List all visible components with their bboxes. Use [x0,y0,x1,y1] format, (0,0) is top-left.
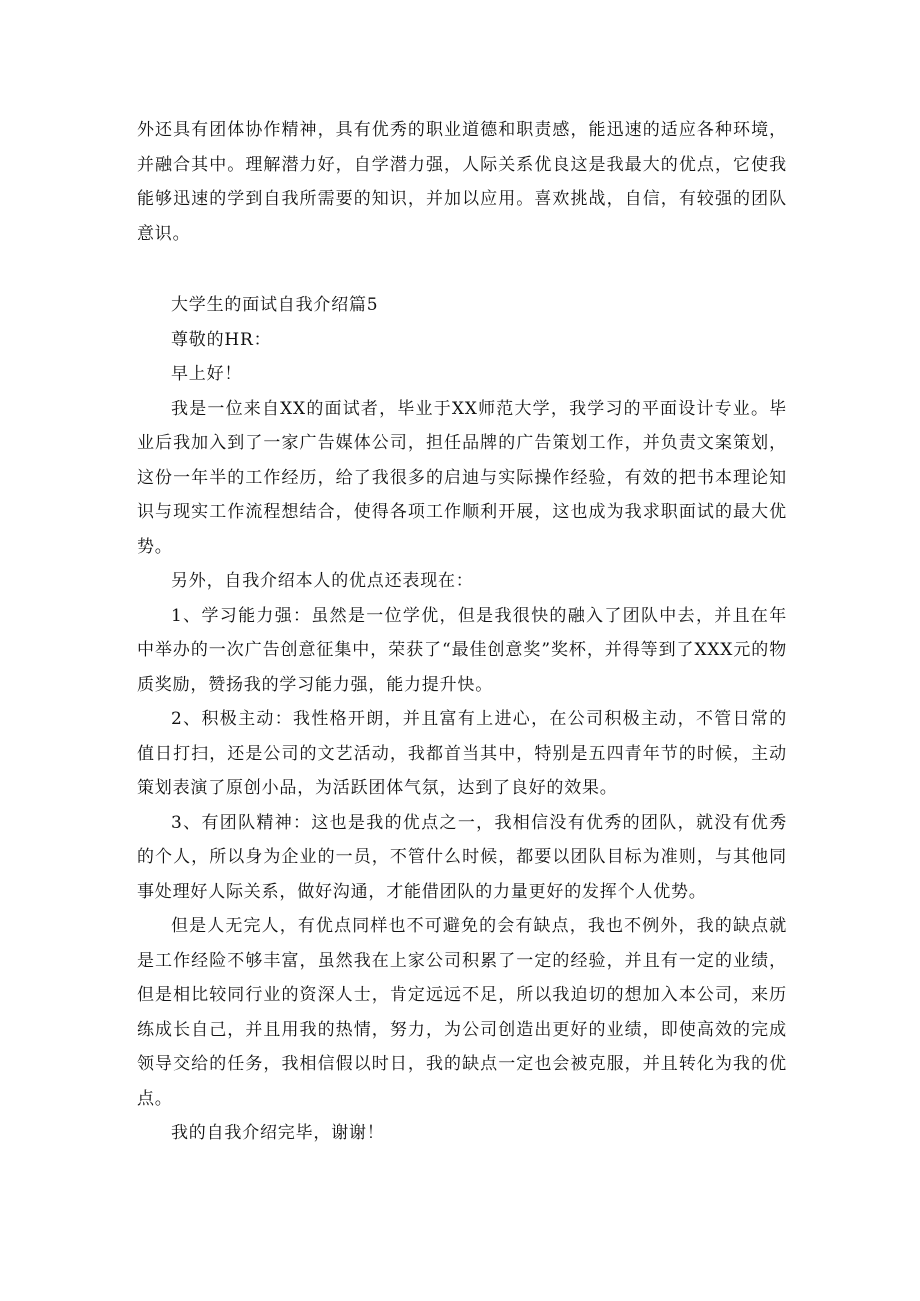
salutation: 尊敬的HR： [171,329,272,350]
section-heading: 大学生的面试自我介绍篇5 [171,295,379,315]
continuation-paragraph: 外还具有团体协作精神，具有优秀的职业道德和职责感，能迅速的适应各种环境，并融合其中。理解潜力好，自学潜力强，人际关系优良这是我最大的优点，它使我能够迅速的学到自我所需要的知识，并加以应用。喜欢挑战，自信，有较强的团队意识。 [137,120,787,244]
document-body [137,113,787,1151]
paragraph-strength-initiative: 2、积极主动：我性格开朗，并且富有上进心，在公司积极主动，不管日常的值日打扫，还是公司的文艺活动，我都首当其中，特别是五四青年节的时候，主动策划表演了原创小品，为活跃团体气氛，达到了良好的效果。 [137,709,787,798]
greeting: 早上好！ [171,364,243,384]
paragraph-weakness: 但是人无完人，有优点同样也不可避免的会有缺点，我也不例外，我的缺点就是工作经险不够丰富，虽然我在上家公司积累了一定的经验，并且有一定的业绩，但是相比较同行业的资深人士，肯定远远不足，所以我迫切的想加入本公司，来历练成长自己，并且用我的热情，努力，为公司创造出更好的业绩，即使高效的完成领导交给的任务，我相信假以时日，我的缺点一定也会被克服，并且转化为我的优点。 [137,916,787,1109]
paragraph-strength-learning: 1、学习能力强：虽然是一位学优，但是我很快的融入了团队中去，并且在年中举办的一次广告创意征集中，荣获了“最佳创意奖”奖杯，并得等到了XXX元的物质奖励，赞扬我的学习能力强，能力提升快。 [137,605,787,695]
paragraph-closing: 我的自我介绍完毕，谢谢！ [171,1123,385,1143]
paragraph-intro: 我是一位来自XX的面试者，毕业于XX师范大学，我学习的平面设计专业。毕业后我加入到了一家广告媒体公司，担任品牌的广告策划工作，并负责文案策划，这份一年半的工作经历，给了我很多的启迪与实际操作经验，有效的把书本理论知识与现实工作流程想结合，使得各项工作顺利开展，这也成为我求职面试的最大优势。 [137,398,787,557]
paragraph-strengths-lead: 另外，自我介绍本人的优点还表现在： [171,571,474,591]
paragraph-strength-teamwork: 3、有团队精神：这也是我的优点之一，我相信没有优秀的团队，就没有优秀的个人，所以身为企业的一员，不管什么时候，都要以团队目标为准则，与其他同事处理好人际关系，做好沟通，才能借团队的力量更好的发挥个人优势。 [137,812,787,902]
